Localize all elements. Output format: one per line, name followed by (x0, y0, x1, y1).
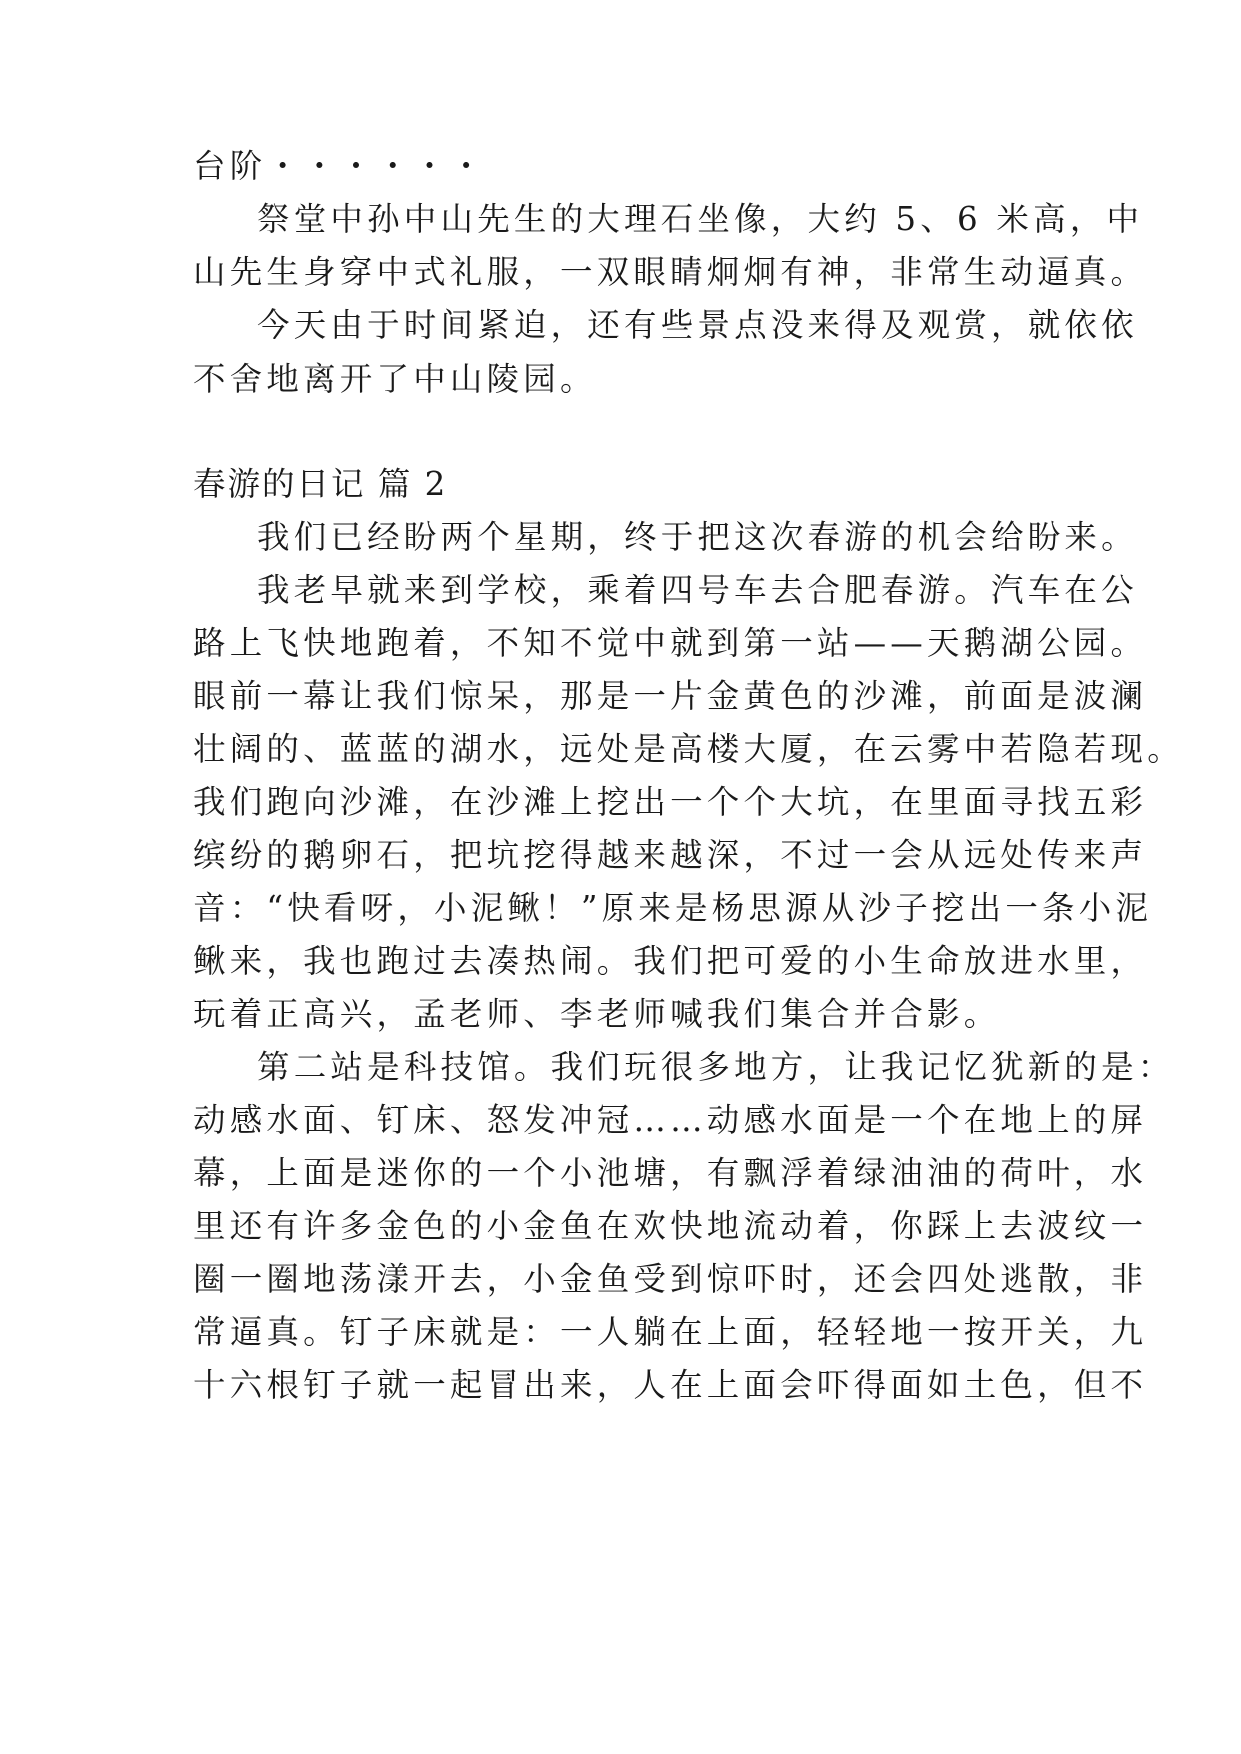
text-line-11: 壮阔的、蓝蓝的湖水，远处是高楼大厦，在云雾中若隐若现。 (193, 730, 1184, 768)
text-line-20: 里还有许多金色的小金鱼在欢快地流动着，你踩上去波纹一 (193, 1207, 1148, 1245)
text-line-9: 路上飞快地跑着，不知不觉中就到第一站——天鹅湖公园。 (193, 624, 1148, 662)
text-line-10: 眼前一幕让我们惊呆，那是一片金黄色的沙滩，前面是波澜 (193, 677, 1148, 715)
text-line-15: 鳅来，我也跑过去凑热闹。我们把可爱的小生命放进水里， (193, 942, 1148, 980)
text-line-18: 动感水面、钉床、怒发冲冠……动感水面是一个在地上的屏 (193, 1101, 1148, 1139)
text-line-5: 不舍地离开了中山陵园。 (193, 360, 597, 398)
text-line-8: 我老早就来到学校，乘着四号车去合肥春游。汽车在公 (257, 571, 1138, 609)
text-line-4: 今天由于时间紧迫，还有些景点没来得及观赏，就依依 (257, 306, 1138, 344)
text-line-23: 十六根钉子就一起冒出来，人在上面会吓得面如土色，但不 (193, 1366, 1148, 1404)
text-line-2: 祭堂中孙中山先生的大理石坐像，大约 5、6 米高，中 (257, 200, 1144, 238)
text-line-1: 台阶・・・・・・ (193, 147, 487, 185)
text-line-21: 圈一圈地荡漾开去，小金鱼受到惊吓时，还会四处逃散，非 (193, 1260, 1148, 1298)
text-line-19: 幕，上面是迷你的一个小池塘，有飘浮着绿油油的荷叶，水 (193, 1154, 1148, 1192)
text-line-12: 我们跑向沙滩，在沙滩上挖出一个个大坑，在里面寻找五彩 (193, 783, 1148, 821)
text-line-7: 我们已经盼两个星期，终于把这次春游的机会给盼来。 (257, 518, 1138, 556)
section-title: 春游的日记 篇 2 (193, 465, 448, 503)
text-line-14: 音：“快看呀，小泥鳅！”原来是杨思源从沙子挖出一条小泥 (193, 889, 1153, 927)
text-line-17: 第二站是科技馆。我们玩很多地方，让我记忆犹新的是： (257, 1048, 1175, 1086)
text-line-3: 山先生身穿中式礼服，一双眼睛炯炯有神，非常生动逼真。 (193, 253, 1148, 291)
text-line-16: 玩着正高兴，孟老师、李老师喊我们集合并合影。 (193, 995, 1001, 1033)
text-line-13: 缤纷的鹅卵石，把坑挖得越来越深，不过一会从远处传来声 (193, 836, 1148, 874)
text-line-22: 常逼真。钉子床就是：一人躺在上面，轻轻地一按开关，九 (193, 1313, 1148, 1351)
